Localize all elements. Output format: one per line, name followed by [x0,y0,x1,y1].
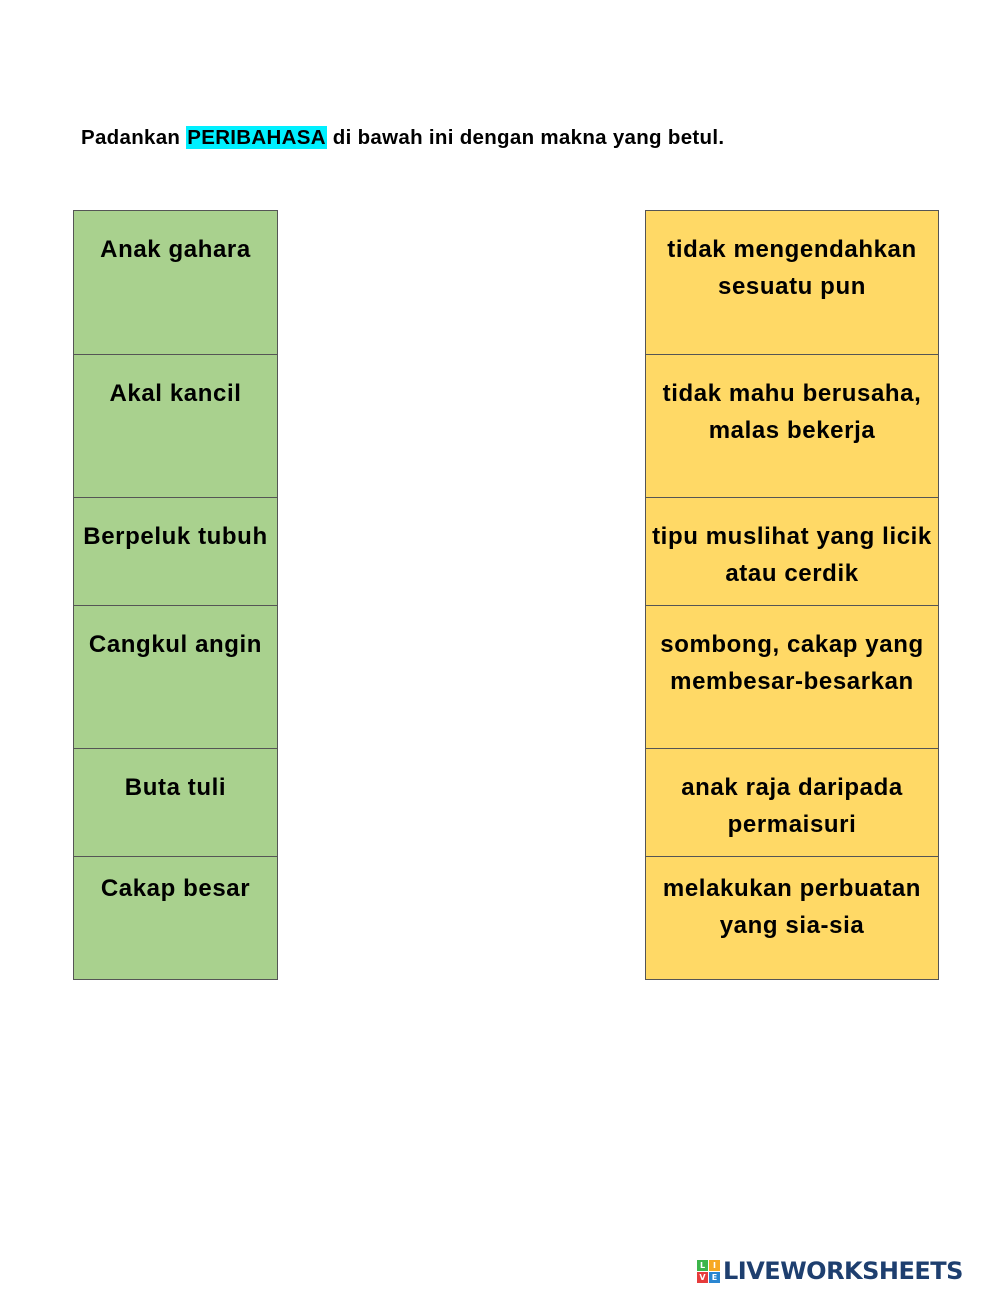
proverb-item-3[interactable]: Berpeluk tubuh [73,498,278,606]
proverb-item-5[interactable]: Buta tuli [73,749,278,857]
logo-text: LIVEWORKSHEETS [723,1257,963,1285]
meaning-item-5[interactable]: anak raja daripada permaisuri [645,749,939,857]
meaning-item-3[interactable]: tipu muslihat yang licik atau cerdik [645,498,939,606]
proverb-item-2[interactable]: Akal kancil [73,355,278,498]
meaning-column [645,210,939,980]
meaning-item-4[interactable]: sombong, cakap yang membesar-besarkan [645,606,939,749]
proverb-item-1[interactable]: Anak gahara [73,211,278,355]
instruction-after: di bawah ini dengan makna yang betul. [326,126,725,149]
instruction-text [81,123,724,153]
liveworksheets-logo-icon: L I V E [697,1260,720,1283]
meaning-item-2[interactable]: tidak mahu berusaha, malas bekerja [645,355,939,498]
meaning-item-6[interactable]: melakukan perbuatan yang sia-sia [645,857,939,980]
liveworksheets-logo [697,1256,963,1286]
instruction-before: Padankan [81,126,187,149]
proverb-column [73,210,278,980]
proverb-item-6[interactable]: Cakap besar [73,857,278,980]
meaning-item-1[interactable]: tidak mengendahkan sesuatu pun [645,211,939,355]
instruction-highlight: PERIBAHASA [187,126,326,149]
proverb-item-4[interactable]: Cangkul angin [73,606,278,749]
